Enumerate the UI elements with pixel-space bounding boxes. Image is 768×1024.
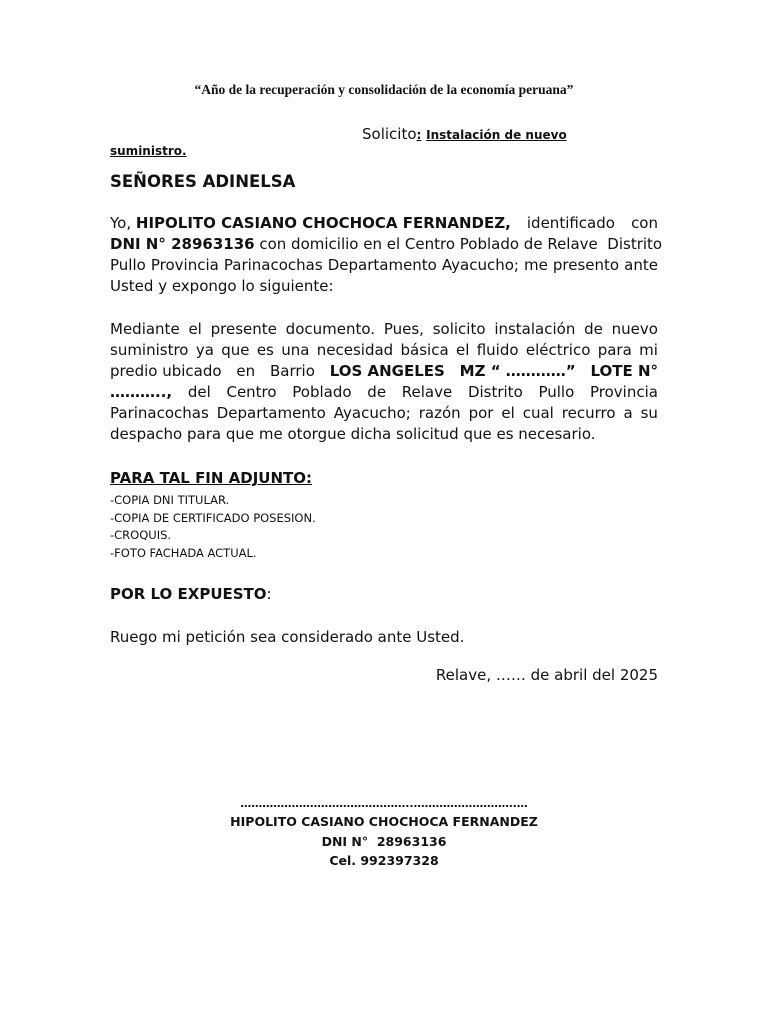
intro-yo: Yo, HIPOLITO CASIANO CHOCHOCA FERNANDEZ, [110, 214, 511, 232]
body-paragraph [110, 319, 658, 445]
intro-line-2 [110, 234, 663, 255]
expuesto-heading [110, 585, 272, 603]
intro-paragraph [110, 213, 663, 297]
subject-line1: Instalación de nuevo [426, 128, 567, 142]
solicito-colon: : [416, 128, 422, 142]
applicant-dni: DNI N° 28963136 [110, 235, 255, 253]
body-line-2: suministro ya que es una necesidad básica el fluido eléctrico para mi [110, 341, 658, 359]
attachment-item: -FOTO FACHADA ACTUAL. [110, 545, 257, 560]
signature-line: ………………………………………..……………………….… [240, 797, 528, 810]
intro-identificado: identificado [526, 214, 615, 232]
signature-dni: DNI N° 28963136 [321, 833, 447, 849]
signature-phone: Cel. 992397328 [329, 853, 439, 868]
lote-label: LOTE N° [590, 362, 658, 380]
applicant-name: HIPOLITO CASIANO CHOCHOCA FERNANDEZ, [135, 214, 511, 232]
barrio-name: LOS ANGELES [329, 362, 445, 380]
attachments-title: PARA TAL FIN ADJUNTO: [110, 469, 313, 487]
intro-line-4: Usted y expongo lo siguiente: [110, 277, 334, 295]
body-line-5: Parinacochas Departamento Ayacucho; razón por el cual recurro a su [110, 404, 658, 422]
signature-name: HIPOLITO CASIANO CHOCHOCA FERNANDEZ [230, 814, 538, 829]
expuesto-label: POR LO EXPUESTO [110, 585, 267, 603]
solicito-line [362, 125, 567, 143]
intro-line2-rest: con domicilio en el Centro Poblado de Relave Distrito [254, 235, 663, 253]
date-line: Relave, …… de abril del 2025 [435, 666, 658, 684]
intro-con: con [631, 214, 658, 232]
year-motto: “Año de la recuperación y consolidación de la economía peruana” [194, 82, 574, 97]
body-line-6: despacho para que me otorgue dicha solicitud que es necesario. [110, 425, 596, 443]
expuesto-colon: : [266, 585, 272, 603]
body-line-4: ……….., del Centro Poblado de Relave Distrito Pullo Provincia [110, 383, 658, 401]
attachment-item: -COPIA DE CERTIFICADO POSESION. [110, 510, 316, 525]
body-line-1: Mediante el presente documento. Pues, solicito instalación de nuevo [110, 320, 658, 338]
attachments-list [110, 492, 316, 562]
body-line-3: predio ubicado en Barrio LOS ANGELES MZ “ …………” LOTE N° [110, 362, 658, 380]
attachment-item: -COPIA DNI TITULAR. [110, 493, 230, 507]
intro-line-1 [110, 213, 658, 234]
lote-field: ……….., [110, 383, 173, 401]
solicito-label: Solicito [362, 125, 417, 143]
manzana-field: MZ “ …………” [459, 362, 576, 380]
addressee: SEÑORES ADINELSA [110, 172, 296, 191]
intro-line-3: Pullo Provincia Parinacochas Departamento Ayacucho; me presento ante [110, 256, 658, 274]
request-line: Ruego mi petición sea considerado ante Usted. [110, 628, 465, 646]
subject-line2: suministro. [110, 144, 187, 158]
signature-block [0, 795, 768, 871]
attachment-item: -CROQUIS. [110, 528, 172, 542]
